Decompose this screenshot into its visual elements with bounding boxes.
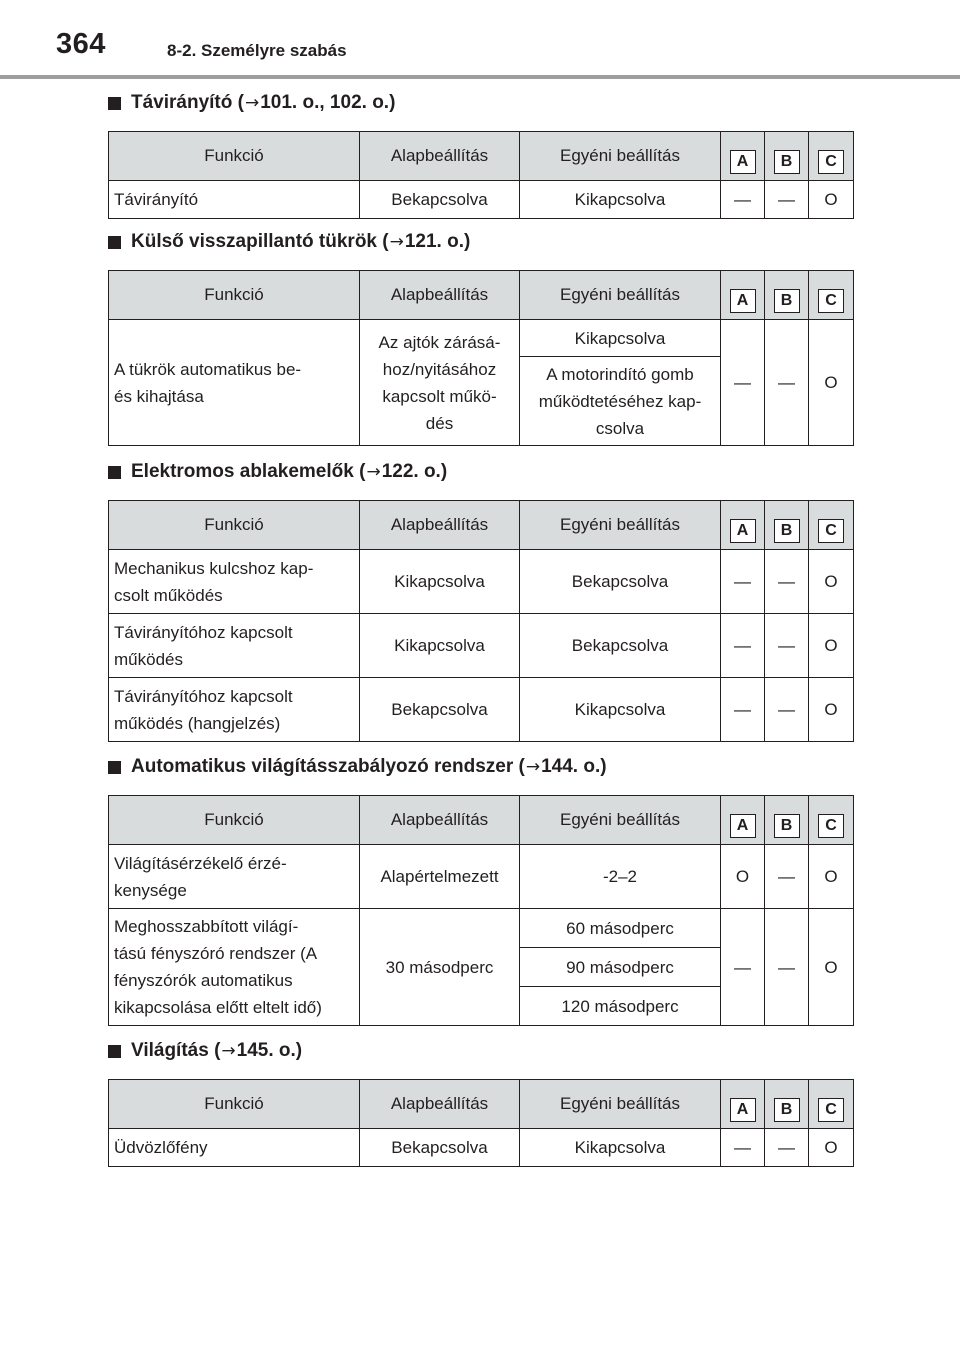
column-header-default: Alapbeállítás [360,271,520,320]
section-heading: Külső visszapillantó tükrök ( → 121. o.) [108,229,853,255]
cell-b: — [765,845,809,909]
table-row [109,320,854,357]
column-header-function: Funkció [109,1080,360,1129]
arrow-right-icon: → [525,757,541,777]
page-reference: 122. o.) [381,461,448,482]
section-remote-control [108,90,853,219]
square-bullet-icon [108,466,121,479]
table-row [109,845,854,909]
cell-b: — [765,1129,809,1167]
cell-c: O [809,678,854,742]
column-label-b: B [774,1098,800,1122]
cell-custom: A motorindító gomb működtetéséhez kap- csolva [520,357,721,446]
page-reference: 101. o., 102. o.) [260,92,396,113]
table-header-row [109,796,854,845]
page-header [0,0,960,80]
page-reference: 121. o.) [404,231,471,252]
arrow-right-icon: → [366,462,381,482]
cell-b: — [765,678,809,742]
settings-table [108,1079,854,1167]
cell-default: Az ajtók zárásá- hoz/nyitásához kapcsolt műkö- dés [360,320,520,446]
header-rule [0,75,960,79]
cell-c: O [809,909,854,1026]
cell-c: O [809,181,854,219]
column-label-c: C [818,1098,844,1122]
cell-custom: 120 másodperc [520,987,721,1026]
column-label-c: C [818,519,844,543]
table-row [109,550,854,614]
column-header-function: Funkció [109,132,360,181]
column-header-custom: Egyéni beállítás [520,796,721,845]
cell-default: Bekapcsolva [360,1129,520,1167]
cell-function: Mechanikus kulcshoz kap- csolt működés [109,550,360,614]
cell-custom: Kikapcsolva [520,320,721,357]
cell-c: O [809,614,854,678]
column-label-a: A [730,289,756,313]
column-label-c: C [818,814,844,838]
table-header-row [109,132,854,181]
settings-table [108,500,854,742]
column-header-default: Alapbeállítás [360,501,520,550]
settings-table [108,795,854,1026]
cell-function: Távirányító [109,181,360,219]
square-bullet-icon [108,1045,121,1058]
cell-function: Világításérzékelő érzé- kenysége [109,845,360,909]
square-bullet-icon [108,761,121,774]
cell-default: Alapértelmezett [360,845,520,909]
section-outside-mirrors [108,229,853,446]
cell-custom: Bekapcsolva [520,550,721,614]
cell-b: — [765,320,809,446]
cell-function: Meghosszabbított világí- tású fényszóró rendszer (A fényszórók automatikus kikapcsolása előtt eltelt idő) [109,909,360,1026]
table-header-row [109,501,854,550]
cell-c: O [809,845,854,909]
cell-default: Bekapcsolva [360,181,520,219]
column-header-custom: Egyéni beállítás [520,271,721,320]
cell-a: — [721,320,765,446]
square-bullet-icon [108,236,121,249]
section-automatic-light-control [108,754,853,1026]
cell-a: — [721,181,765,219]
column-header-function: Funkció [109,501,360,550]
column-label-b: B [774,289,800,313]
cell-default: Kikapcsolva [360,550,520,614]
cell-default: Bekapcsolva [360,678,520,742]
cell-b: — [765,614,809,678]
cell-a: O [721,845,765,909]
table-row [109,909,854,948]
column-label-b: B [774,814,800,838]
cell-b: — [765,550,809,614]
cell-c: O [809,550,854,614]
cell-a: — [721,550,765,614]
table-header-row [109,271,854,320]
cell-b: — [765,909,809,1026]
column-header-custom: Egyéni beállítás [520,501,721,550]
column-label-c: C [818,289,844,313]
column-header-default: Alapbeállítás [360,132,520,181]
section-heading: Világítás ( → 145. o.) [108,1038,853,1064]
section-lights [108,1038,853,1167]
table-row [109,678,854,742]
cell-default: Kikapcsolva [360,614,520,678]
column-label-b: B [774,519,800,543]
cell-a: — [721,1129,765,1167]
cell-custom: 90 másodperc [520,948,721,987]
cell-custom: -2–2 [520,845,721,909]
square-bullet-icon [108,97,121,110]
column-label-c: C [818,150,844,174]
table-row [109,181,854,219]
cell-c: O [809,1129,854,1167]
column-label-a: A [730,519,756,543]
column-label-b: B [774,150,800,174]
column-header-default: Alapbeállítás [360,796,520,845]
settings-table [108,270,854,446]
table-row [109,1129,854,1167]
page-reference: 144. o.) [541,756,607,777]
cell-c: O [809,320,854,446]
cell-a: — [721,614,765,678]
page-reference: 145. o.) [236,1040,303,1061]
column-label-a: A [730,1098,756,1122]
cell-default: 30 másodperc [360,909,520,1026]
section-heading: Automatikus világításszabályozó rendszer ( → 144. o.) [108,754,853,780]
column-header-function: Funkció [109,271,360,320]
table-header-row [109,1080,854,1129]
section-heading: Elektromos ablakemelők ( → 122. o.) [108,459,853,485]
cell-custom: Kikapcsolva [520,678,721,742]
cell-b: — [765,181,809,219]
arrow-right-icon: → [244,93,260,113]
cell-function: Távirányítóhoz kapcsolt működés [109,614,360,678]
cell-a: — [721,678,765,742]
table-row [109,614,854,678]
section-heading: Távirányító ( → 101. o., 102. o.) [108,90,853,116]
arrow-right-icon: → [221,1041,236,1061]
cell-custom: Kikapcsolva [520,181,721,219]
column-label-a: A [730,150,756,174]
column-header-function: Funkció [109,796,360,845]
column-header-default: Alapbeállítás [360,1080,520,1129]
chapter-title: 8-2. Személyre szabás [167,41,347,60]
column-header-custom: Egyéni beállítás [520,1080,721,1129]
settings-table [108,131,854,219]
cell-function: Távirányítóhoz kapcsolt működés (hangjelzés) [109,678,360,742]
cell-custom: Bekapcsolva [520,614,721,678]
cell-custom: 60 másodperc [520,909,721,948]
column-header-custom: Egyéni beállítás [520,132,721,181]
cell-a: — [721,909,765,1026]
page-number: 364 [56,28,106,60]
cell-function: A tükrök automatikus be- és kihajtása [109,320,360,446]
column-label-a: A [730,814,756,838]
cell-custom: Kikapcsolva [520,1129,721,1167]
cell-function: Üdvözlőfény [109,1129,360,1167]
arrow-right-icon: → [389,232,404,252]
section-power-windows [108,459,853,742]
